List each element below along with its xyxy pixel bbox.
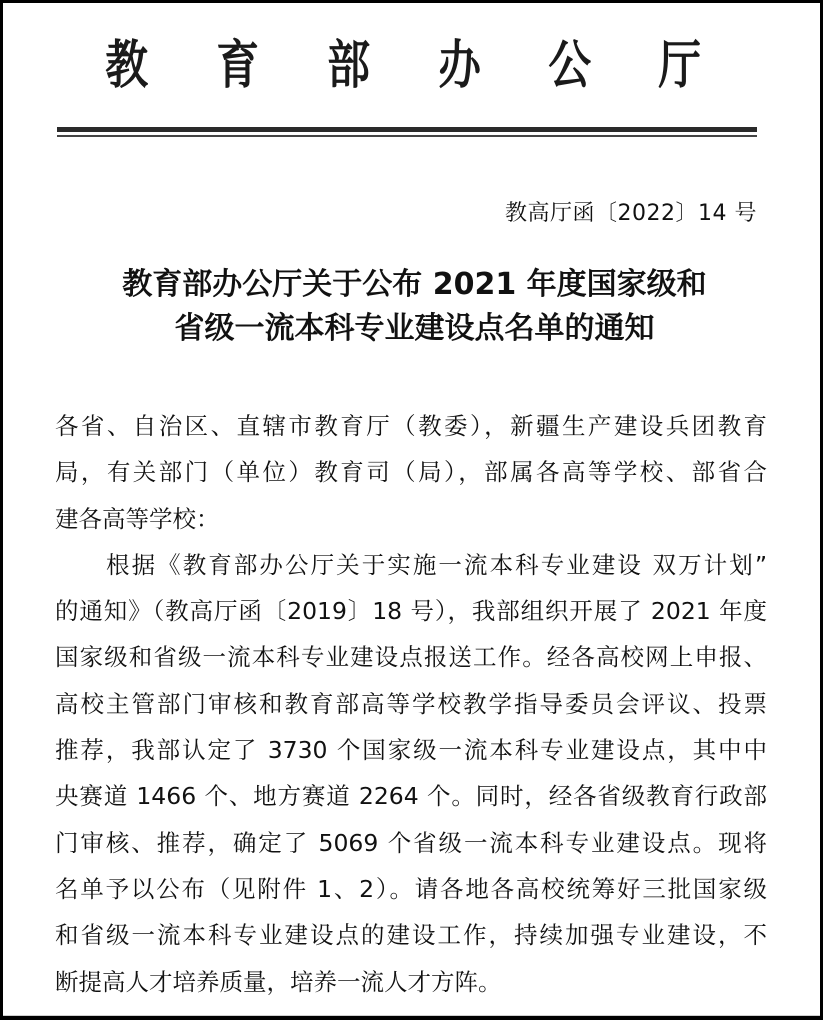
paragraph-line: 和省级一流本科专业建设点的建设工作，持续加强专业建设，不 bbox=[55, 921, 767, 950]
masthead-char: 厅 bbox=[658, 35, 701, 96]
paragraph-line: 断提高人才培养质量，培养一流人才方阵。 bbox=[55, 967, 502, 996]
title-line-2: 省级一流本科专业建设点名单的通知 bbox=[174, 311, 655, 346]
paragraph-line: 门审核、推荐，确定了 5069 个省级一流本科专业建设点。现将 bbox=[55, 828, 767, 857]
paragraph-line: 名单予以公布（见附件 1、2）。请各地各高校统筹好三批国家级 bbox=[55, 874, 767, 903]
paragraph-line: 根据《教育部办公厅关于实施一流本科专业建设 双万计划” bbox=[106, 550, 767, 579]
masthead-char: 育 bbox=[216, 35, 259, 96]
document-page bbox=[3, 3, 820, 1016]
document-body bbox=[55, 403, 767, 1005]
paragraph-line: 推荐，我部认定了 3730 个国家级一流本科专业建设点，其中中 bbox=[55, 736, 767, 765]
paragraph-line: 央赛道 1466 个、地方赛道 2264 个。同时，经各省级教育行政部 bbox=[55, 782, 767, 811]
document-number: 教高厅函〔2022〕14 号 bbox=[505, 201, 757, 226]
masthead bbox=[3, 3, 823, 113]
title-line-1: 教育部办公厅关于公布 2021 年度国家级和 bbox=[122, 267, 707, 302]
paragraph-line: 的通知》（教高厅函〔2019〕18 号），我部组织开展了 2021 年度 bbox=[55, 597, 767, 626]
masthead-char: 教 bbox=[105, 35, 148, 96]
masthead-char: 公 bbox=[548, 35, 591, 96]
document-title bbox=[3, 263, 823, 351]
masthead-char: 部 bbox=[327, 35, 370, 96]
addressee-line: 局，有关部门（单位）教育司（局），部属各高等学校、部省合 bbox=[55, 458, 767, 487]
masthead-char: 办 bbox=[438, 35, 481, 96]
addressee-line: 各省、自治区、直辖市教育厅（教委），新疆生产建设兵团教育 bbox=[55, 412, 767, 440]
masthead-rule-thin bbox=[57, 135, 757, 137]
addressee-line: 建各高等学校： bbox=[55, 504, 220, 533]
masthead-rule-thick bbox=[57, 127, 757, 132]
paragraph-line: 高校主管部门审核和教育部高等学校教学指导委员会评议、投票 bbox=[55, 689, 767, 718]
paragraph-line: 国家级和省级一流本科专业建设点报送工作。经各高校网上申报、 bbox=[55, 643, 767, 672]
